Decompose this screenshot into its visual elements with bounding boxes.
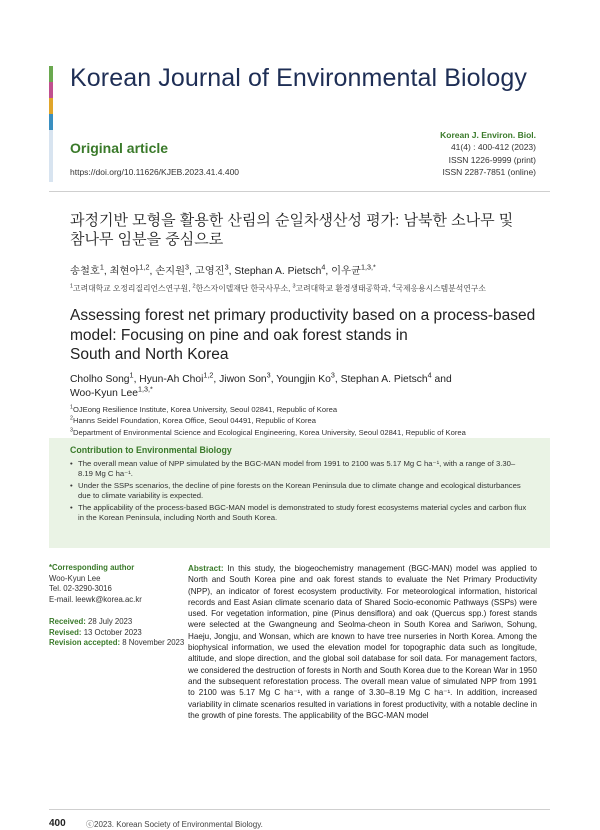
contribution-item xyxy=(70,503,530,524)
corresponding-tel: Tel. 02-3290-3016 xyxy=(49,584,112,594)
korean-title xyxy=(70,211,540,249)
english-title xyxy=(70,306,550,365)
korean-title-line: 참나무 임분을 중심으로 xyxy=(70,231,224,248)
affil-sup: 2 xyxy=(70,415,73,422)
author-name: Jiwon Son xyxy=(219,374,267,385)
accepted-label: Revision accepted: xyxy=(49,638,121,648)
author-sup: 4 xyxy=(321,262,326,272)
revised-value: 13 October 2023 xyxy=(83,627,142,637)
contribution-list xyxy=(70,459,530,524)
article-type: Original article xyxy=(70,140,169,156)
volume-info: 41(4) : 400-412 (2023) xyxy=(450,142,536,153)
authors-and: and xyxy=(434,374,452,385)
affil-sup: 3 xyxy=(292,283,296,290)
affiliation: 한스자이델재단 한국사무소 xyxy=(195,284,289,293)
bullet-icon: • xyxy=(70,480,73,490)
revised-label: Revised: xyxy=(49,627,82,637)
affiliation: OJEong Resilience Institute, Korea University, Seoul 02841, Republic of Korea xyxy=(72,405,338,414)
contribution-text: Under the SSPs scenarios, the decline of pine forests on the Korean Peninsula due to climate change and ecological disturbances due to climate variability is expected. xyxy=(78,480,521,501)
abstract-text: In this study, the biogeochemistry management (BGC-MAN) model was applied to North and South Korea pine and oak forest stands to evaluate the Net Primary Productivity (NPP), an indicator of forest ecosystem productivity. For meteorological information, historical records and East Asian climate scenario data of Shared Socio-economic Pathways (SSPs) were used. For vegetation information, pine (Pinus densiflora) and oak (Quercus spp.) forest stands were selected at the Gwangneung and Seolma-cheon in South Korea and Sariwon, Sohung, Haeju, Jongju, and Wonsan, which are known to have tree nurseries in North Korea. Among the biophysical information, we used the elevation model for topographic data such as longitude, altitude, and slope direction, and the global soil database for soil data. For management factors, we considered the destruction of forests in North and South Korea due to the Korean War in 1950 and the subsequent reforestation process. The overall mean value of simulated NPP from 1991 to 2100 was 5.17 Mg C ha⁻¹, with a range of 3.30–8.19 Mg C ha⁻¹. In addition, increased variability in climate scenarios resulted in variations in forest productivity, with a notable decline in the growth of pine forests. The applicability of the BGC-MAN model xyxy=(188,564,538,720)
affiliation: Department of Environmental Science and Ecological Engineering, Korea University, Seoul 02841, Republic of Korea xyxy=(72,427,466,437)
received-value: 28 July 2023 xyxy=(88,617,133,626)
journal-title: Korean Journal of Environmental Biology xyxy=(70,64,527,92)
korean-affiliations: $^1$고려대학교 오정리질리언스연구원, $^2$한스자이델재단 한국사무소, $^3$고려대학교 환경생태공학과, $^4$국제응용시스템분석연구소 xyxy=(70,283,486,293)
author-sup: 1,2 xyxy=(203,370,214,380)
author-sup: 3 xyxy=(224,262,229,272)
affiliation-line xyxy=(70,415,466,426)
contribution-heading: Contribution to Environmental Biology xyxy=(70,445,232,455)
page-number: 400 xyxy=(49,818,66,829)
color-bar-blue xyxy=(49,114,53,130)
corresponding-name: Woo-Kyun Lee xyxy=(49,573,101,583)
english-authors: Cholho Song$^1$, Hyun-Ah Choi$^{1,2}$, Jiwon Son$^3$, Youngjin Ko$^3$, Stephan A. Pietsch$^4$ and Woo-Kyun Lee$^{1,3,*}$ xyxy=(70,370,452,399)
author-sup: 1,3,* xyxy=(360,262,376,272)
author-name: Youngjin Ko xyxy=(276,374,331,385)
affil-sup: 1 xyxy=(70,404,73,411)
author-name: 손지원 xyxy=(155,266,186,277)
contribution-item xyxy=(70,459,530,480)
contribution-text: The overall mean value of NPP simulated by the BGC-MAN model from 1991 to 2100 was 5.17 Mg C ha⁻¹, with a range of 3.30–8.19 Mg C ha⁻¹. xyxy=(78,459,516,479)
color-bar-light xyxy=(49,130,53,182)
author-name: Woo-Kyun Lee xyxy=(70,387,138,399)
received-label: Received: xyxy=(49,617,86,626)
author-name: Cholho Song xyxy=(70,374,130,385)
author-name: 송철호 xyxy=(70,266,100,277)
issn-online: ISSN 2287-7851 (online) xyxy=(442,166,536,177)
article-dates xyxy=(49,617,184,649)
author-name: Stephan A. Pietsch xyxy=(340,374,428,385)
korean-authors: 송철호$^1$, 최현아$^{1,2}$, 손지원$^3$, 고영진$^3$, Stephan A. Pietsch$^4$, 이우균$^{1,3,*}$ xyxy=(70,262,376,277)
author-name: 고영진 xyxy=(194,266,225,277)
affil-sup: 3 xyxy=(70,427,73,434)
affiliation: 국제응용시스템분석연구소 xyxy=(395,284,486,293)
accepted-value: 8 November 2023 xyxy=(122,638,185,648)
journal-color-bar xyxy=(49,66,53,182)
affiliation: Hanns Seidel Foundation, Korea Office, Seoul 04491, Republic of Korea xyxy=(72,416,316,426)
journal-abbrev: Korean J. Environ. Biol. xyxy=(440,130,536,140)
contribution-item xyxy=(70,481,530,502)
accepted-date xyxy=(49,638,184,649)
author-name: 이우균 xyxy=(331,266,361,277)
english-title-line: model: Focusing on pine and oak forest stands in xyxy=(70,326,408,344)
contribution-text: The applicability of the process-based BGC-MAN model is demonstrated to study forest ecosystems material cycles and carbon flux in the Korean Peninsula, including North and South Korea. xyxy=(78,502,527,523)
abstract-label: Abstract: xyxy=(188,564,224,573)
author-sup: 1,3,* xyxy=(137,384,153,394)
abstract xyxy=(188,563,537,721)
doi-link[interactable]: https://doi.org/10.11626/KJEB.2023.41.4.400 xyxy=(70,167,240,177)
author-name: Stephan A. Pietsch xyxy=(234,266,322,277)
bullet-icon: • xyxy=(70,502,73,512)
affil-sup: 1 xyxy=(70,283,74,290)
corresponding-email[interactable]: E-mail. leewk@korea.ac.kr xyxy=(49,594,142,604)
copyright: ⓒ2023. Korean Society of Environmental Biology. xyxy=(86,820,263,829)
color-bar-green xyxy=(49,66,53,82)
received-date xyxy=(49,617,184,628)
korean-title-line: 과정기반 모형을 활용한 산림의 순일차생산성 평가: 남북한 소나무 및 xyxy=(70,212,514,229)
affiliation: 고려대학교 오정리질리언스연구원 xyxy=(73,284,189,293)
revised-date xyxy=(49,628,184,639)
footer-divider xyxy=(49,809,550,810)
citation-block xyxy=(440,129,536,178)
author-sup: 3 xyxy=(266,370,271,380)
bullet-icon: • xyxy=(70,459,73,468)
author-sup: 1,2 xyxy=(139,262,150,272)
author-sup: 1 xyxy=(99,262,104,272)
author-sup: 3 xyxy=(330,370,335,380)
issn-print: ISSN 1226-9999 (print) xyxy=(448,154,536,165)
affiliation: 고려대학교 환경생태공학과 xyxy=(295,284,389,293)
author-sup: 3 xyxy=(185,262,190,272)
corresponding-author xyxy=(49,563,169,605)
header-divider xyxy=(49,191,550,192)
affiliation-line xyxy=(70,404,466,415)
color-bar-orange xyxy=(49,98,53,114)
affil-sup: 2 xyxy=(192,283,196,290)
color-bar-magenta xyxy=(49,82,53,98)
affiliation-line xyxy=(70,427,466,438)
author-name: 최현아 xyxy=(109,266,140,277)
affil-sup: 4 xyxy=(392,283,396,290)
corresponding-heading: *Corresponding author xyxy=(49,563,135,572)
author-sup: 4 xyxy=(427,370,432,380)
author-sup: 1 xyxy=(129,370,134,380)
author-name: Hyun-Ah Choi xyxy=(139,374,204,385)
english-title-line: Assessing forest net primary productivity based on a process-based xyxy=(70,307,536,324)
english-title-line: South and North Korea xyxy=(70,346,229,363)
